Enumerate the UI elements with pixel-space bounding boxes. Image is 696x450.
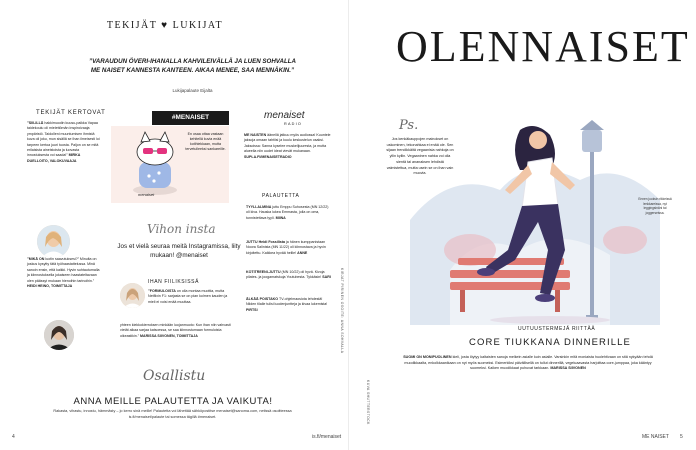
- quote-caption: Lukijapalaute Eijalta: [172, 88, 213, 93]
- tekijat-tip-1: [27, 121, 100, 164]
- radio-text: [244, 133, 332, 160]
- fiilis-author: MARISSA SIIVONEN, TOIMITTAJA: [139, 333, 198, 338]
- feedback-lead: JUTTU Heidi Fossilista: [246, 240, 285, 244]
- radio-link[interactable]: SUPLA.FI/MENAISETRADIO: [244, 154, 292, 159]
- feedback-author: SARI: [322, 275, 331, 280]
- tip-author: HEIDI HEINO, TOIMITTAJA: [27, 283, 73, 288]
- core-text: kieli, josta löytyy kaltaisten sanoja melkein asialle kuin asialle. Varsinkin mitä moniaista huolehtivaan on sitä nykyään tehdä muodikkaalta, enkolkkaanikaan on nyt myös suomeksi. Esimerkiksi päivällisellä on tullut dinnerillä, vegeluaavasta harjoittaa core-jumppaa, joka kääntyy suomeksi. Kaiken muodikkaat puhuvat tarkkaan.: [404, 355, 653, 371]
- radio-lead: ME NAISTEN: [244, 133, 267, 137]
- ps-text: Jos kenkäkauppojen mainokset on uskominen, tekonahkaa ei enää ole. Sen sijaan trendikkäitä vegaanisia nahkoja on yllin kyllin. Vegaaninen nahka voi olla sientä tai ananaksen lehdistä valmistettua, mutta usein se on ihan vain muovia.: [386, 137, 454, 176]
- illustration-note: Ennen juoksin rikkeissä lenkkareissa, nyt leggingsinäni tai joggerseissa.: [638, 197, 672, 215]
- tekijat-kertovat-head: TEKIJÄT KERTOVAT: [36, 110, 106, 116]
- author-portrait-1: [37, 225, 70, 258]
- vertical-credit-left: KIRJAT PIRINEN OSOITE: ANNA SOHVALLA: [340, 268, 344, 354]
- tip-lead: ”SIILILLÄ: [27, 121, 44, 125]
- fiilis-body-2: yhteen kiekkokierroksen minkään luojanmuoto: Kun ihan niin vahvasti vietät aikaa sarjaa katsoessa, se saa kiinnostumaan formuloista oikeastikin.”: [120, 323, 231, 338]
- feedback-item: [246, 297, 332, 313]
- feedback-body: TV-ohjelmaosiota lehdestä! Niiden tilalle tulisi luodenjuntteja ja kivaa lukemista!: [246, 297, 328, 307]
- section-head: TEKIJÄT ♥ LUKIJAT: [106, 20, 224, 31]
- radio-brand-logo: menaiset: [264, 110, 305, 121]
- feedback-author: ANNE: [297, 250, 308, 255]
- page-title: OLENNAISET: [396, 22, 690, 71]
- radio-body: äänellä jatkuu myös audiossa! Kuuntele jaksoja omaan tahtiisi ja kuulu keskustelun osaksi. Jaksoissa: Sanna kyselee muskelijuuresta, ja mutta alueella niin uudet ideat vievät mukanaan.: [244, 133, 331, 154]
- anna-palautetta-body: Rakasta, vihastu, innostu, hämmästy – jo kerro sinä meille! Palautetta voi lähettää sähköpostitse menaiset@sanoma.com, netissä osoitteessa is.fi/menaiset/palaute tai somessa tägillä #menaiset.: [53, 409, 292, 419]
- tekijat-tip-2: [27, 257, 100, 289]
- cat-illustration: [119, 130, 191, 200]
- feedback-item: [246, 205, 332, 221]
- osallistu-script-heading: Osallistu: [143, 368, 206, 384]
- menaiset-hashtag-badge: #MENAISET: [152, 111, 229, 125]
- tip-lead: ”MIKÄ ON: [27, 257, 45, 261]
- palautetta-head: PALAUTETTA: [262, 193, 300, 199]
- anna-palautetta-head: ANNA MEILLE PALAUTETTA JA VAIKUTA!: [73, 396, 273, 407]
- seuraa-script-heading: Vihon insta: [147, 222, 216, 236]
- core-author: MARISSA SIIVONEN: [550, 366, 586, 371]
- footer-url: is.fi/menaiset: [312, 434, 342, 440]
- tip-body: luotin saavutuksesi?” Minulta on joskus kysytty tätä työhaastattelussa. Minä sanoin ensin, että kaikki. Hyvin suhtautumalla ja kiinnostuksella jokaiseen haastateltavaan olen päässyt mukaan hienoihin tarinoihin.”: [27, 257, 100, 283]
- fiilis-lead: ”FORMULOISTA: [148, 289, 176, 293]
- reader-quote: ”VARAUDUN ÖVERI-IHANALLA KAHVILEIVÄLLÄ JA LUEN SOHVALLA ME NAISET KANNESTA KANTEEN. AIKAA MENEE, SAA MENNÄKIN.”: [89, 58, 296, 74]
- feedback-body: juttu Emppu Suhosesta (MN 12/22) oli kiva. Hauska lukea Emmasta, jolla on oma, tunnistettava tyyli.: [246, 205, 329, 220]
- cat-brand-logo: menaiset: [138, 192, 155, 197]
- fiilis-text-continued: [120, 323, 232, 339]
- core-headline: CORE TIUKKANA DINNERILLE: [469, 337, 631, 348]
- feedback-body: (MN 10/22) oli hyvä. Kivoja pilates- ja joogamatskuja Youtubesta. Tykkäsin!: [246, 270, 325, 280]
- ps-script-heading: Ps.: [399, 118, 419, 133]
- core-body: [400, 355, 656, 372]
- radio-label: RADIO: [284, 122, 303, 126]
- author-portrait-3: [120, 283, 145, 308]
- feedback-body: ja hänen kumppanistaan Noora Salinista (MN 11/22) oli kiinnostava ja hyvin kirjoitettu. Kaikkea hyvää heille!: [246, 240, 326, 255]
- page-number-left: 4: [12, 434, 15, 440]
- feedback-author: MIINA: [275, 215, 286, 220]
- feedback-item: [246, 240, 332, 256]
- footer-brand: ME NAISET: [642, 434, 669, 440]
- feedback-author: PIRTSI: [246, 307, 258, 312]
- instagram-invite: Jos et vielä seuraa meitä Instagramissa, liity mukaan! @menaiset: [117, 243, 241, 259]
- fiilis-text: [148, 289, 233, 305]
- tip-body: hakkimuodin kuusu-paikka Vapaa taidekoulu oli mielettömän inspiroivaaja ympäristö. Taidolleni muuntumisen ihmistä kuva oli joku, mun sisällä se ihan ilmeisesti loi tarpeen kertoa juuri tuosta. Paljon on se mitä erilaisista aineistoista ja luovasta innostuksesta voi saada!”: [27, 121, 100, 158]
- feedback-lead: KOTITREENI-JUTTU: [246, 270, 281, 274]
- uutustermeja-head: UUTUUSTERMEJÄ RIITTÄÄ: [518, 326, 596, 332]
- ihan-fiiliksissa-head: IHAN FIILIKSISSÄ: [148, 279, 200, 285]
- cat-caption: En osaa ottaa vastaan kehitellä kuvia enää kotihiekkaan, mutta tervetulleeksi sankareille.: [185, 132, 226, 152]
- feedback-lead: ÄLKÄÄ POISTAKO: [246, 297, 279, 301]
- feedback-item: [246, 270, 332, 281]
- tip-author: MIRKA DUELLOITO, VALOKUVAAJA: [27, 153, 81, 163]
- fiilis-body: on olla montaa muottia, mutta Netflixin F1: sarjasta se on pian kolmen kauden ja mieli ei voisi enää muuttaa.: [148, 289, 228, 304]
- feedback-lead: TYYLI-ALMINA: [246, 205, 272, 209]
- page-number-right: 5: [680, 434, 683, 440]
- author-portrait-2: [44, 320, 74, 350]
- vertical-credit-right: KUVA SHUTTERSTOCK: [366, 380, 370, 425]
- core-lead: SUOMI ON MONIPUOLINEN: [403, 355, 452, 359]
